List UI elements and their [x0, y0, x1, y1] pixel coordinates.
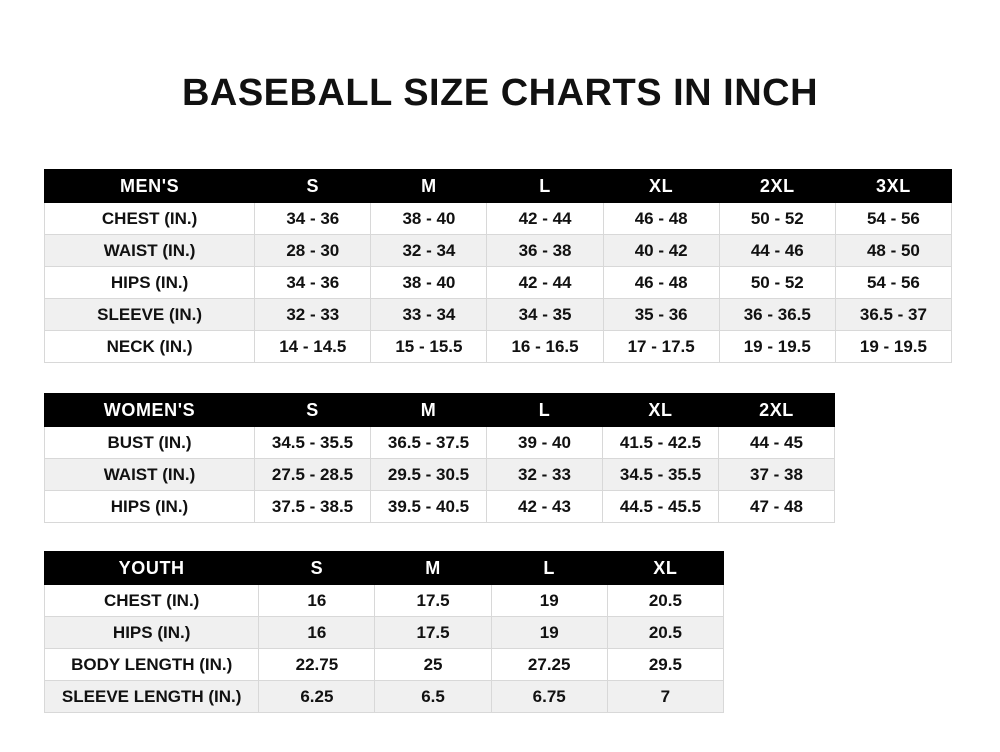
- row-label: NECK (IN.): [45, 331, 255, 363]
- cell: 32 - 34: [371, 235, 487, 267]
- youth-header-label: YOUTH: [45, 552, 259, 585]
- cell: 42 - 44: [487, 267, 603, 299]
- mens-header-xl: XL: [603, 170, 719, 203]
- cell: 44 - 45: [719, 427, 835, 459]
- mens-header-m: M: [371, 170, 487, 203]
- cell: 46 - 48: [603, 267, 719, 299]
- youth-header-xl: XL: [607, 552, 723, 585]
- cell: 38 - 40: [371, 203, 487, 235]
- youth-header-m: M: [375, 552, 491, 585]
- mens-header-label: MEN'S: [45, 170, 255, 203]
- cell: 19 - 19.5: [719, 331, 835, 363]
- table-spacer: [44, 363, 956, 393]
- cell: 6.25: [259, 681, 375, 713]
- cell: 16: [259, 585, 375, 617]
- page-title: BASEBALL SIZE CHARTS IN INCH: [181, 72, 819, 114]
- youth-table-header: [45, 552, 724, 585]
- table-row: [45, 459, 835, 491]
- cell: 27.25: [491, 649, 607, 681]
- cell: 19 - 19.5: [835, 331, 951, 363]
- row-label: WAIST (IN.): [45, 459, 255, 491]
- cell: 44.5 - 45.5: [603, 491, 719, 523]
- cell: 36 - 38: [487, 235, 603, 267]
- youth-header-s: S: [259, 552, 375, 585]
- table-row: [45, 331, 952, 363]
- cell: 36.5 - 37.5: [371, 427, 487, 459]
- mens-size-table: [44, 169, 952, 363]
- row-label: SLEEVE LENGTH (IN.): [45, 681, 259, 713]
- cell: 39.5 - 40.5: [371, 491, 487, 523]
- row-label: HIPS (IN.): [45, 617, 259, 649]
- cell: 42 - 43: [487, 491, 603, 523]
- cell: 39 - 40: [487, 427, 603, 459]
- cell: 27.5 - 28.5: [255, 459, 371, 491]
- cell: 34 - 35: [487, 299, 603, 331]
- cell: 46 - 48: [603, 203, 719, 235]
- womens-header-m: M: [371, 394, 487, 427]
- cell: 47 - 48: [719, 491, 835, 523]
- cell: 34.5 - 35.5: [603, 459, 719, 491]
- cell: 29.5: [607, 649, 723, 681]
- row-label: CHEST (IN.): [45, 585, 259, 617]
- row-label: BUST (IN.): [45, 427, 255, 459]
- womens-header-2xl: 2XL: [719, 394, 835, 427]
- cell: 15 - 15.5: [371, 331, 487, 363]
- mens-header-2xl: 2XL: [719, 170, 835, 203]
- table-row: [45, 427, 835, 459]
- row-label: WAIST (IN.): [45, 235, 255, 267]
- table-row: [45, 585, 724, 617]
- cell: 20.5: [607, 617, 723, 649]
- cell: 20.5: [607, 585, 723, 617]
- cell: 28 - 30: [255, 235, 371, 267]
- cell: 34.5 - 35.5: [255, 427, 371, 459]
- womens-header-xl: XL: [603, 394, 719, 427]
- mens-header-s: S: [255, 170, 371, 203]
- cell: 36.5 - 37: [835, 299, 951, 331]
- cell: 34 - 36: [255, 203, 371, 235]
- cell: 34 - 36: [255, 267, 371, 299]
- mens-header-3xl: 3XL: [835, 170, 951, 203]
- cell: 54 - 56: [835, 203, 951, 235]
- womens-header-s: S: [255, 394, 371, 427]
- table-row: [45, 617, 724, 649]
- cell: 36 - 36.5: [719, 299, 835, 331]
- womens-table-header: [45, 394, 835, 427]
- cell: 32 - 33: [255, 299, 371, 331]
- table-spacer: [44, 523, 956, 551]
- row-label: SLEEVE (IN.): [45, 299, 255, 331]
- cell: 17.5: [375, 585, 491, 617]
- table-row: [45, 491, 835, 523]
- table-header-row: [45, 552, 724, 585]
- cell: 17.5: [375, 617, 491, 649]
- cell: 16: [259, 617, 375, 649]
- table-header-row: [45, 170, 952, 203]
- row-label: HIPS (IN.): [45, 491, 255, 523]
- cell: 41.5 - 42.5: [603, 427, 719, 459]
- mens-header-l: L: [487, 170, 603, 203]
- table-row: [45, 681, 724, 713]
- womens-header-label: WOMEN'S: [45, 394, 255, 427]
- cell: 44 - 46: [719, 235, 835, 267]
- cell: 29.5 - 30.5: [371, 459, 487, 491]
- cell: 14 - 14.5: [255, 331, 371, 363]
- cell: 42 - 44: [487, 203, 603, 235]
- youth-size-table: [44, 551, 724, 713]
- mens-table-body: [45, 203, 952, 363]
- cell: 48 - 50: [835, 235, 951, 267]
- cell: 17 - 17.5: [603, 331, 719, 363]
- cell: 22.75: [259, 649, 375, 681]
- table-row: [45, 235, 952, 267]
- cell: 40 - 42: [603, 235, 719, 267]
- cell: 6.5: [375, 681, 491, 713]
- womens-table-body: [45, 427, 835, 523]
- table-header-row: [45, 394, 835, 427]
- cell: 37.5 - 38.5: [255, 491, 371, 523]
- mens-table-header: [45, 170, 952, 203]
- row-label: CHEST (IN.): [45, 203, 255, 235]
- row-label: BODY LENGTH (IN.): [45, 649, 259, 681]
- cell: 7: [607, 681, 723, 713]
- row-label: HIPS (IN.): [45, 267, 255, 299]
- cell: 50 - 52: [719, 267, 835, 299]
- cell: 19: [491, 585, 607, 617]
- womens-size-table: [44, 393, 835, 523]
- cell: 6.75: [491, 681, 607, 713]
- table-row: [45, 203, 952, 235]
- table-row: [45, 299, 952, 331]
- table-row: [45, 649, 724, 681]
- table-row: [45, 267, 952, 299]
- tables-container: [0, 169, 1000, 713]
- cell: 54 - 56: [835, 267, 951, 299]
- cell: 37 - 38: [719, 459, 835, 491]
- cell: 25: [375, 649, 491, 681]
- cell: 38 - 40: [371, 267, 487, 299]
- cell: 35 - 36: [603, 299, 719, 331]
- youth-header-l: L: [491, 552, 607, 585]
- youth-table-body: [45, 585, 724, 713]
- cell: 32 - 33: [487, 459, 603, 491]
- cell: 16 - 16.5: [487, 331, 603, 363]
- cell: 33 - 34: [371, 299, 487, 331]
- womens-header-l: L: [487, 394, 603, 427]
- cell: 50 - 52: [719, 203, 835, 235]
- cell: 19: [491, 617, 607, 649]
